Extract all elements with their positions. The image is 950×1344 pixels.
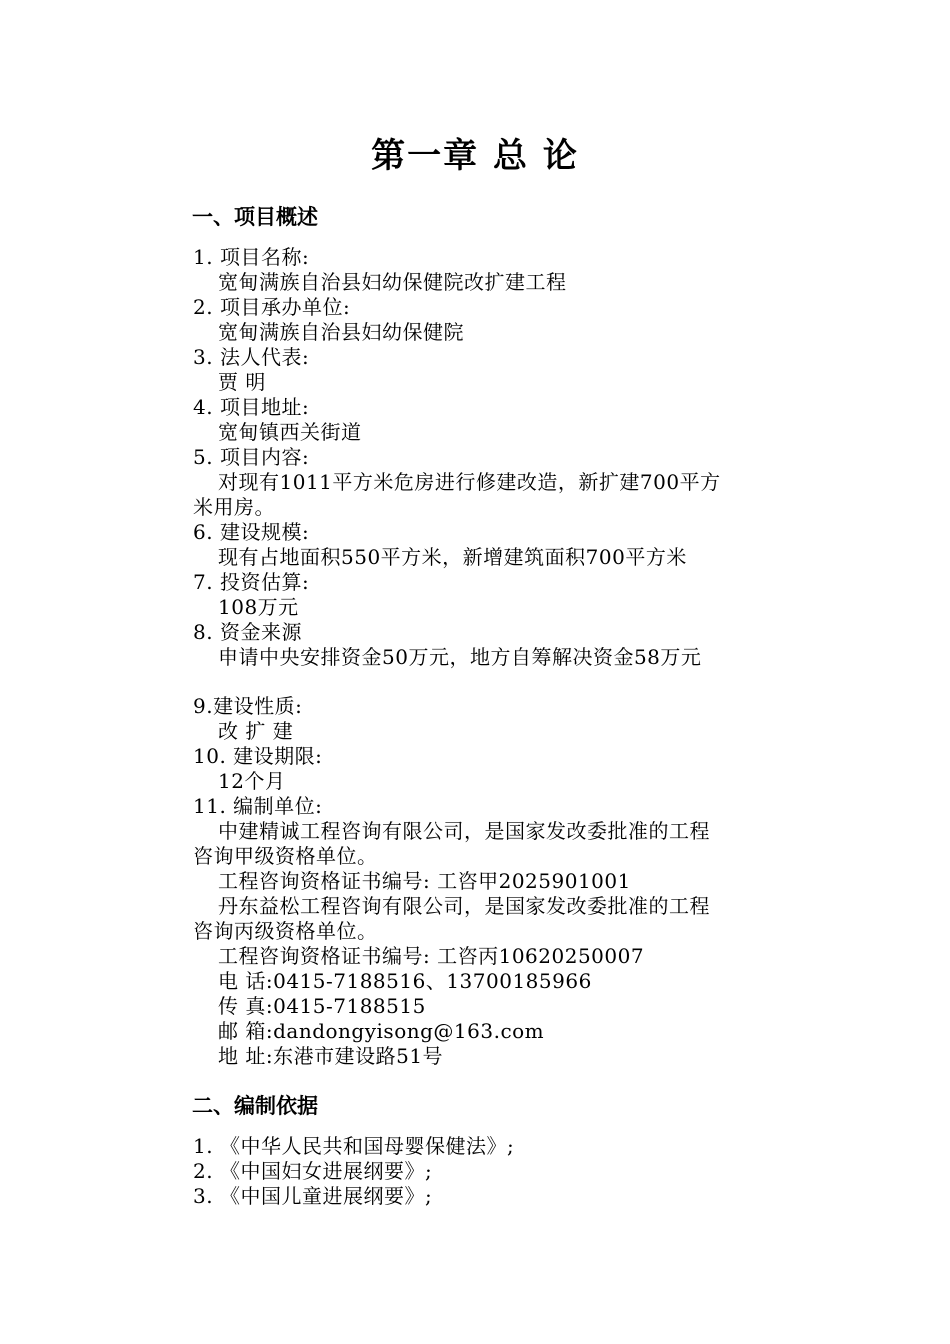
item-value: 12个月	[218, 769, 286, 793]
section-heading-basis: 二、编制依据	[192, 1093, 318, 1118]
chapter-title: 第一章 总 论	[371, 136, 579, 176]
item-label: 6. 建设规模:	[193, 520, 310, 544]
item-value: 宽甸满族自治县妇幼保健院改扩建工程	[218, 270, 567, 294]
item-label: 8. 资金来源	[193, 620, 302, 644]
item-value: 宽甸满族自治县妇幼保健院	[218, 320, 464, 344]
item-value: 邮 箱:dandongyisong@163.com	[218, 1019, 545, 1043]
item-value: 传 真:0415-7188515	[218, 994, 426, 1018]
item-value: 现有占地面积550平方米，新增建筑面积700平方米	[218, 545, 687, 569]
section-heading-overview: 一、项目概述	[192, 204, 318, 229]
item-label: 3. 法人代表:	[193, 345, 310, 369]
item-label: 9.建设性质:	[193, 694, 303, 718]
item-label: 7. 投资估算:	[193, 570, 310, 594]
item-value: 工程咨询资格证书编号: 工咨甲2025901001	[218, 869, 631, 893]
item-value: 中建精诚工程咨询有限公司，是国家发改委批准的工程	[218, 819, 710, 843]
list-item: 2. 《中国妇女进展纲要》;	[193, 1159, 433, 1183]
item-label: 10. 建设期限:	[193, 744, 323, 768]
item-value: 108万元	[218, 595, 299, 619]
item-value: 贾 明	[218, 370, 266, 394]
item-value: 咨询丙级资格单位。	[193, 919, 378, 943]
item-value: 丹东益松工程咨询有限公司，是国家发改委批准的工程	[218, 894, 710, 918]
list-item: 1. 《中华人民共和国母婴保健法》;	[193, 1134, 515, 1158]
item-value: 宽甸镇西关街道	[218, 420, 362, 444]
item-value: 对现有1011平方米危房进行修建改造，新扩建700平方	[218, 470, 721, 494]
item-value: 申请中央安排资金50万元，地方自筹解决资金58万元	[218, 645, 702, 669]
item-label: 1. 项目名称:	[193, 245, 310, 269]
item-value: 咨询甲级资格单位。	[193, 844, 378, 868]
item-value: 改 扩 建	[218, 719, 294, 743]
list-item: 3. 《中国儿童进展纲要》;	[193, 1184, 433, 1208]
item-label: 11. 编制单位:	[193, 794, 323, 818]
item-value: 地 址:东港市建设路51号	[218, 1044, 444, 1068]
item-label: 4. 项目地址:	[193, 395, 310, 419]
item-value: 电 话:0415-7188516、13700185966	[218, 969, 592, 993]
item-label: 5. 项目内容:	[193, 445, 310, 469]
item-value: 工程咨询资格证书编号: 工咨丙10620250007	[218, 944, 645, 968]
item-value: 米用房。	[193, 495, 275, 519]
item-label: 2. 项目承办单位:	[193, 295, 351, 319]
